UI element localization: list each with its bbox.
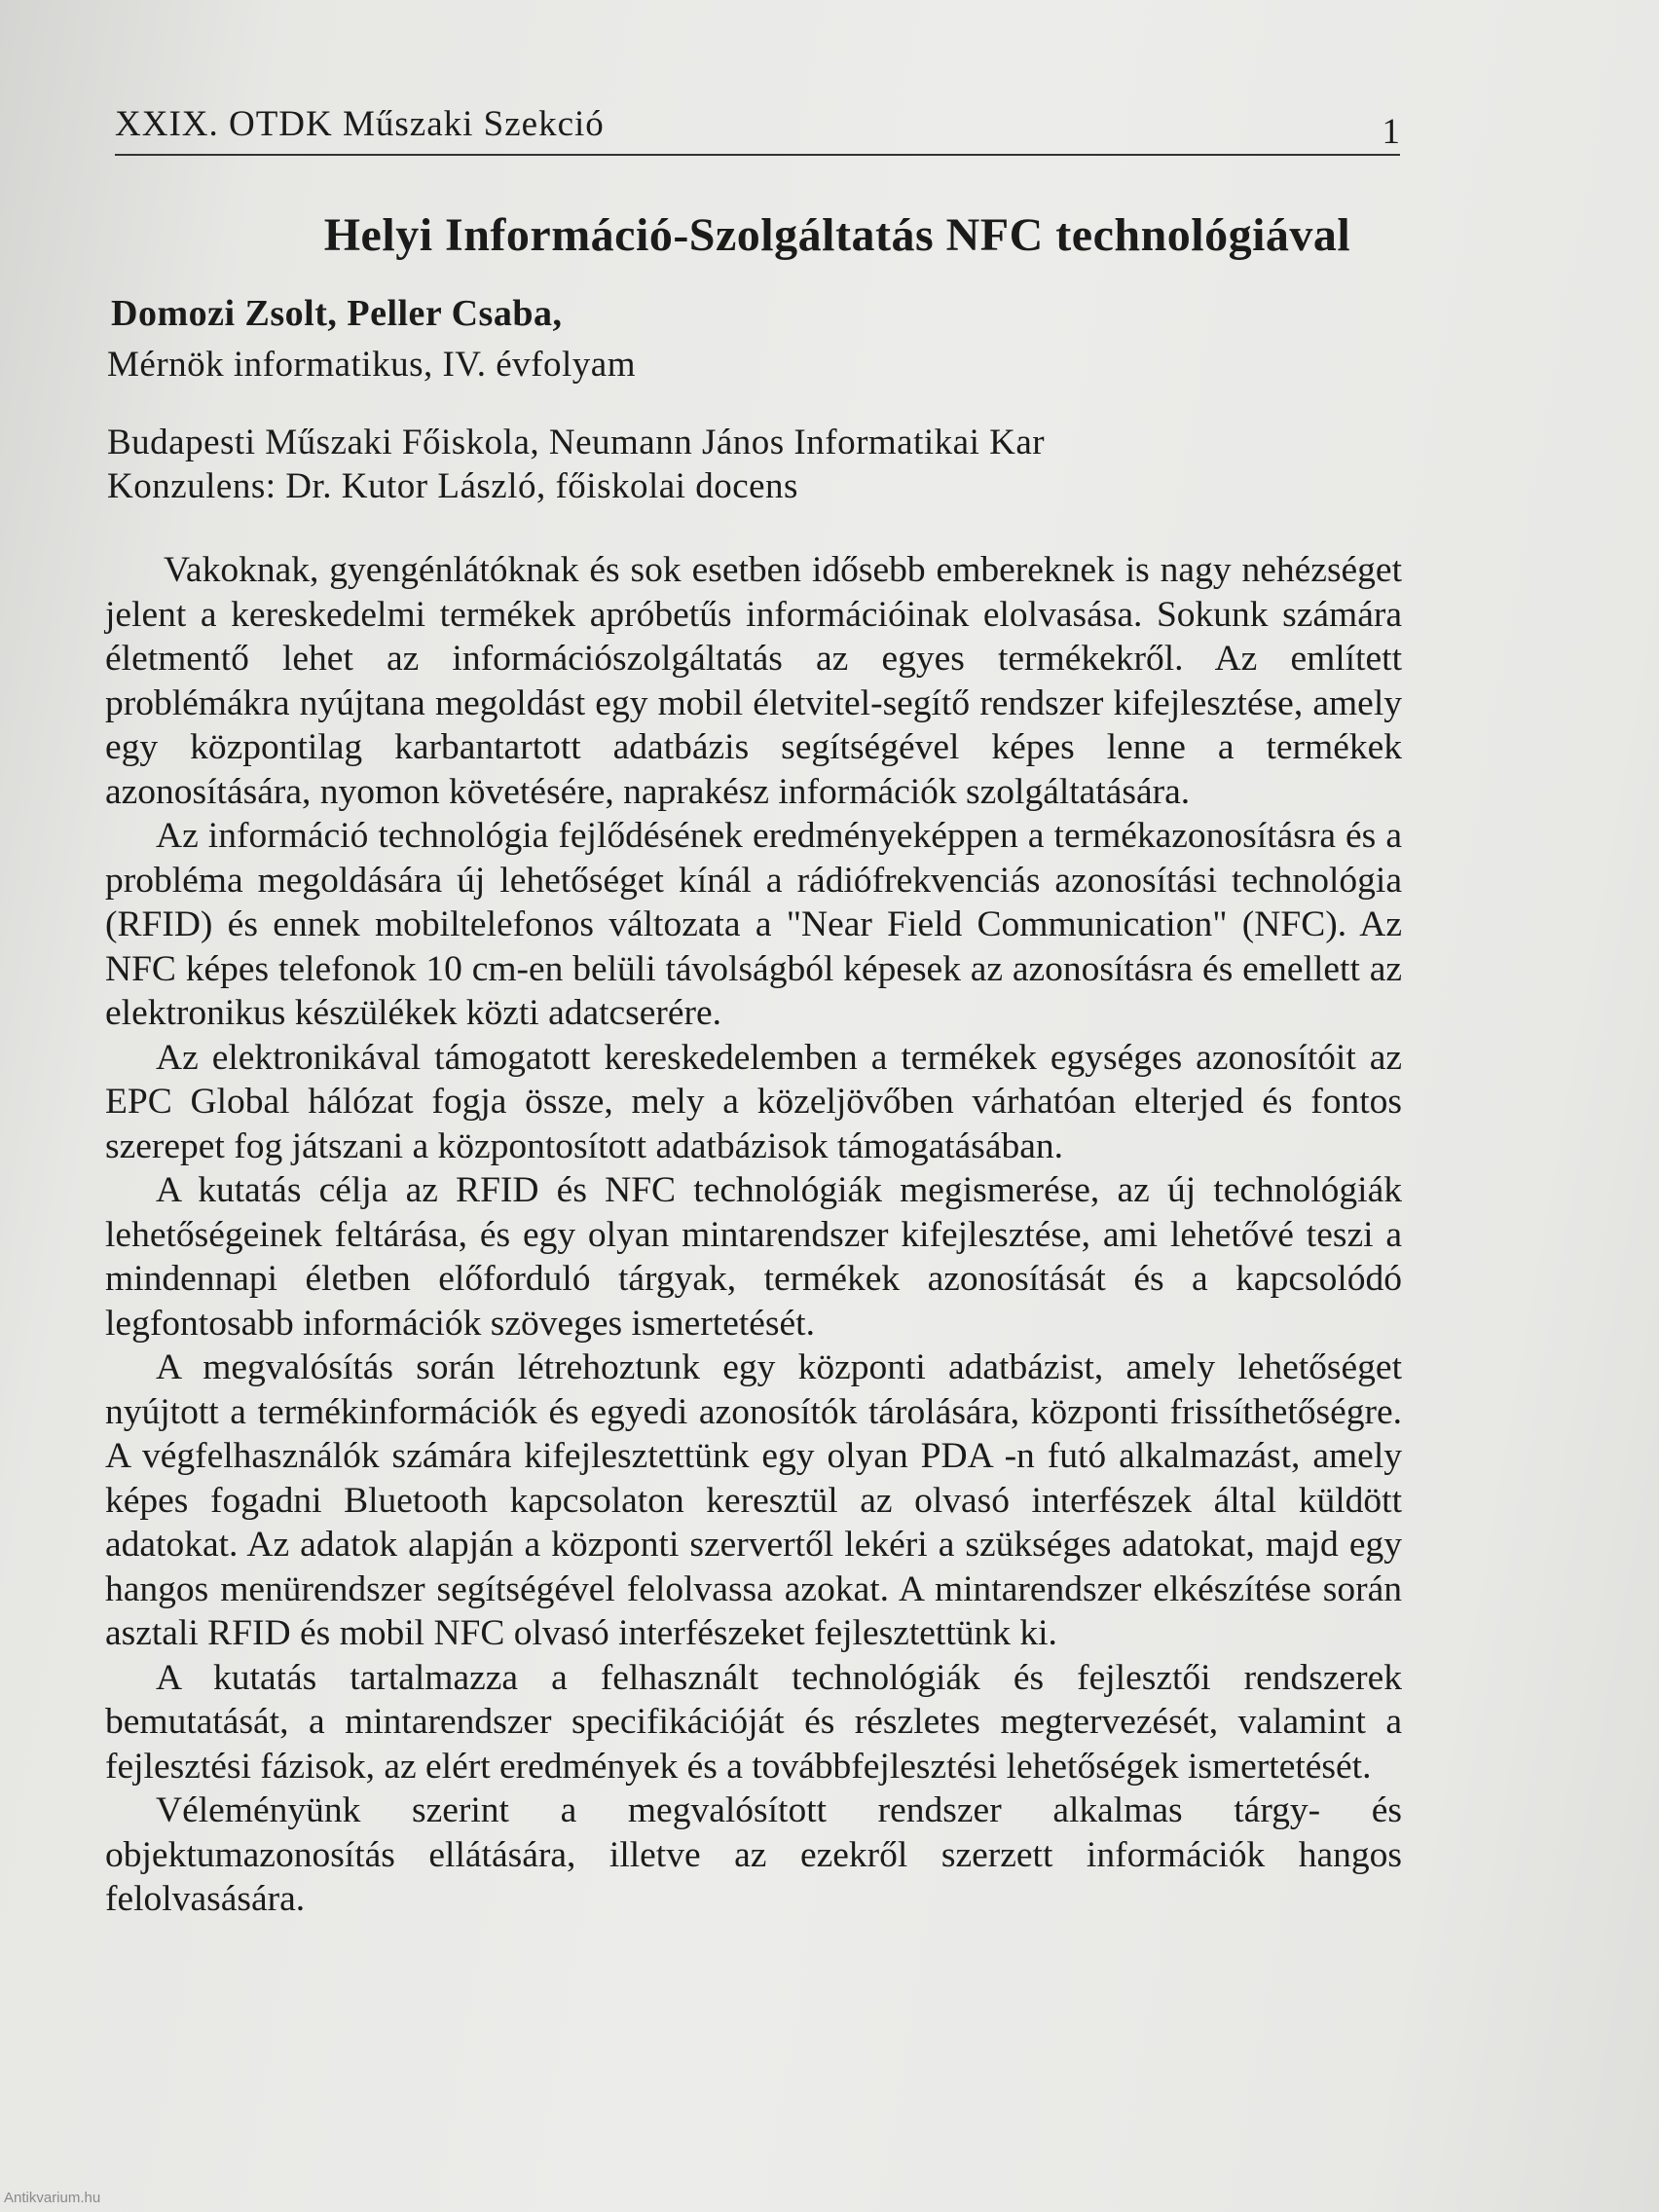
authors: Domozi Zsolt, Peller Csaba,: [111, 293, 563, 334]
page-number: 1: [1382, 112, 1400, 152]
abstract-paragraph: Vakoknak, gyengénlátóknak és sok esetben idősebb embereknek is nagy nehézséget jelent a kereskedelmi termékek apróbetűs információinak elolvasása. Sokunk számára életmentő lehet az információszolgáltatás az egyes termékekről. Az említett problémákra nyújtana megoldást egy mobil életvitel-segítő rendszer kifejlesztése, amely egy központilag karbantartott adatbázis segítségével képes lenne a termékek azonosítására, nyomon követésére, naprakész információk szolgáltatására.: [105, 550, 1402, 812]
abstract: [105, 548, 1402, 1922]
header-rule: [115, 154, 1400, 156]
abstract-paragraph: A kutatás célja az RFID és NFC technológiák megismerése, az új technológiák lehetőségeinek feltárása, és egy olyan mintarendszer kifejlesztése, ami lehetővé teszi a mindennapi életben előforduló tárgyak, termékek azonosítását és a kapcsolódó legfontosabb információk szöveges ismertetését.: [105, 1170, 1402, 1344]
header-title: XXIX. OTDK Műszaki Szekció: [115, 104, 605, 144]
abstract-paragraph: Az információ technológia fejlődésének eredményeképpen a termékazonosításra és a probléma megoldására új lehetőséget kínál a rádiófrekvenciás azonosítási technológia (RFID) és ennek mobiltelefonos változata a "Near Field Communication" (NFC). Az NFC képes telefonok 10 cm-en belüli távolságból képesek az azonosításra és emellett az elektronikus készülékek közti adatcserére.: [105, 816, 1402, 1033]
paper-title: Helyi Információ-Szolgáltatás NFC technológiával: [323, 209, 1351, 261]
institution: Budapesti Műszaki Főiskola, Neumann János Informatikai Kar: [107, 423, 1046, 462]
abstract-paragraph: Az elektronikával támogatott kereskedelemben a termékek egységes azonosítóit az EPC Global hálózat fogja össze, mely a közeljövőben várhatóan elterjed és fontos szerepet fog játszani a központosított adatbázisok támogatásában.: [105, 1037, 1402, 1166]
watermark: Antikvarium.hu: [4, 2190, 101, 2206]
abstract-paragraph: Véleményünk szerint a megvalósított rendszer alkalmas tárgy- és objektumazonosítás ellátására, illetve az ezekről szerzett információk hangos felolvasására.: [105, 1790, 1402, 1919]
abstract-paragraph: A kutatás tartalmazza a felhasznált technológiák és fejlesztői rendszerek bemutatását, a mintarendszer specifikációját és részletes megtervezését, valamint a fejlesztési fázisok, az elért eredmények és a továbbfejlesztési lehetőségek ismertetését.: [105, 1657, 1402, 1787]
running-header: [115, 103, 1400, 158]
study-program: Mérnök informatikus, IV. évfolyam: [107, 345, 636, 385]
advisor: Konzulens: Dr. Kutor László, főiskolai docens: [107, 466, 798, 506]
abstract-paragraph: A megvalósítás során létrehoztunk egy központi adatbázist, amely lehetőséget nyújtott a termékinformációk és egyedi azonosítók tárolására, központi frissíthetőségre. A végfelhasználók számára kifejlesztettünk egy olyan PDA -n futó alkalmazást, amely képes fogadni Bluetooth kapcsolaton keresztül az olvasó interfészek által küldött adatokat. Az adatok alapján a központi szervertől lekéri a szükséges adatokat, majd egy hangos menürendszer segítségével felolvassa azokat. A mintarendszer elkészítése során asztali RFID és mobil NFC olvasó interfészeket fejlesztettünk ki.: [105, 1347, 1402, 1653]
